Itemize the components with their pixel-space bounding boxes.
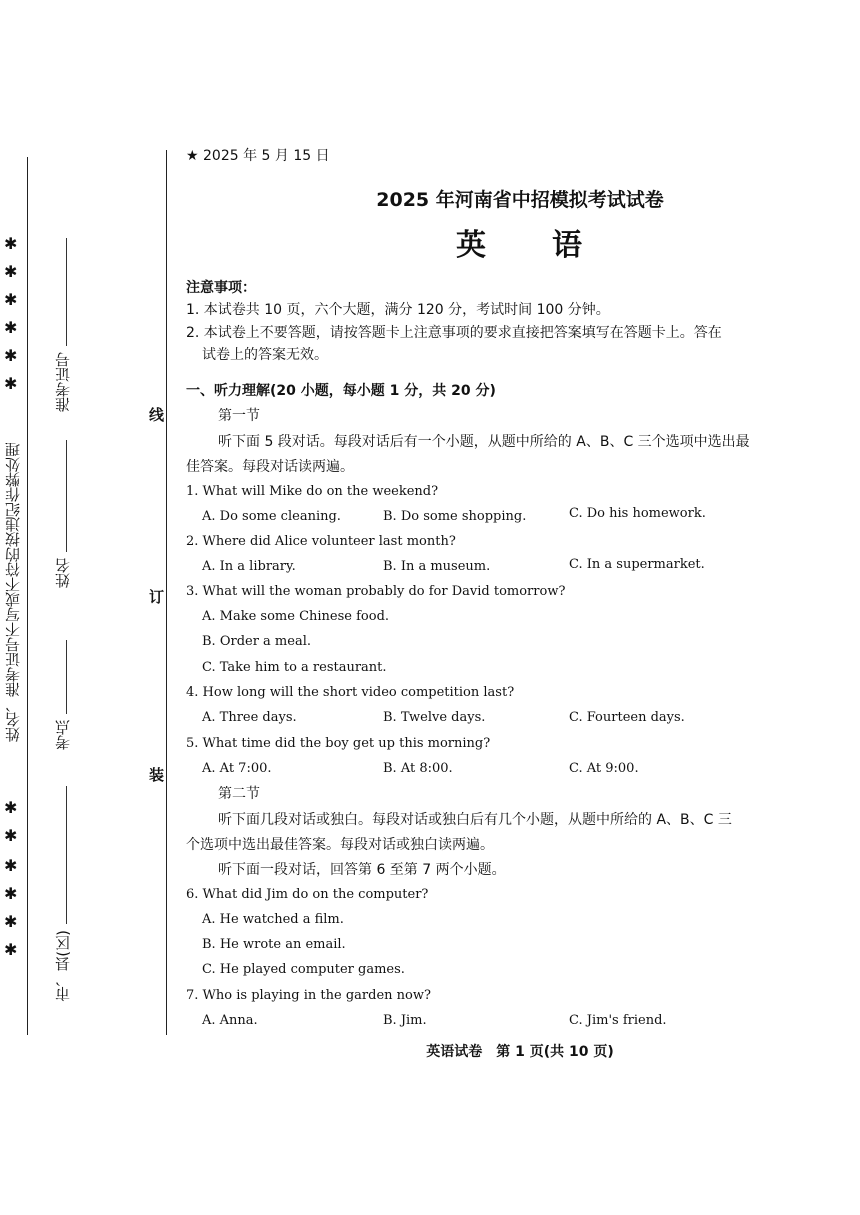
star-mark: ✱: [4, 318, 18, 337]
exam-site-blank[interactable]: [66, 640, 67, 714]
part-label: 第一节: [218, 408, 260, 424]
option-c: C. Do his homework.: [569, 506, 706, 521]
star-mark: ✱: [4, 798, 18, 817]
question-text: 2. Where did Alice volunteer last month?: [186, 534, 456, 549]
notice-heading: 注意事项：: [186, 280, 256, 296]
star-mark: ✱: [4, 290, 18, 309]
exam-id-blank[interactable]: [66, 238, 67, 346]
section-heading: 一、听力理解(20 小题，每小题 1 分，共 20 分): [186, 383, 496, 399]
notice-item: 试卷上的答案无效。: [202, 347, 328, 363]
option-c: C. Take him to a restaurant.: [202, 660, 387, 675]
star-mark: ✱: [4, 940, 18, 959]
option-b: B. At 8:00.: [383, 761, 453, 776]
option-b: B. He wrote an email.: [202, 937, 346, 952]
question-text: 4. How long will the short video competition last?: [186, 685, 515, 700]
part-instruction: 个选项中选出最佳答案。每段对话或独白读两遍。: [186, 837, 494, 853]
star-mark: ✱: [4, 346, 18, 365]
star-mark: ✱: [4, 374, 18, 393]
binding-line: [166, 150, 167, 1035]
margin-border-left: [27, 157, 28, 1035]
part-label: 第二节: [218, 786, 260, 802]
city-county-blank[interactable]: [66, 786, 67, 924]
binding-mark-bind: 装: [149, 766, 165, 784]
exam-id-label: 准考证号: [54, 352, 72, 412]
exam-site-label: 考点: [54, 720, 72, 750]
star-mark: ✱: [4, 856, 18, 875]
star-mark: ✱: [4, 912, 18, 931]
name-blank[interactable]: [66, 440, 67, 552]
option-a: A. He watched a film.: [202, 912, 344, 927]
page-footer: 英语试卷 第 1 页(共 10 页): [426, 1044, 614, 1060]
binding-warning: 姓名、准考证号不写或不符的按违纪作弊处理: [4, 442, 22, 742]
star-mark: ✱: [4, 262, 18, 281]
name-label: 姓名: [54, 558, 72, 588]
option-b: B. Twelve days.: [383, 710, 486, 725]
option-a: A. Do some cleaning.: [202, 509, 341, 524]
option-b: B. Jim.: [383, 1013, 427, 1028]
option-c: C. Jim's friend.: [569, 1013, 667, 1028]
question-text: 6. What did Jim do on the computer?: [186, 887, 429, 902]
option-a: A. Three days.: [202, 710, 297, 725]
option-c: C. Fourteen days.: [569, 710, 685, 725]
star-mark: ✱: [4, 826, 18, 845]
star-mark: ✱: [4, 234, 18, 253]
notice-item: 1. 本试卷共 10 页，六个大题，满分 120 分，考试时间 100 分钟。: [186, 302, 610, 318]
part-instruction: 听下面 5 段对话。每段对话后有一个小题，从题中所给的 A、B、C 三个选项中选出最: [218, 434, 750, 450]
question-text: 7. Who is playing in the garden now?: [186, 988, 431, 1003]
option-a: A. Make some Chinese food.: [202, 609, 390, 624]
option-b: B. Do some shopping.: [383, 509, 527, 524]
binding-mark-line: 线: [149, 406, 165, 424]
option-b: B. Order a meal.: [202, 634, 311, 649]
part-instruction: 听下面几段对话或独白。每段对话或独白后有几个小题，从题中所给的 A、B、C 三: [218, 812, 732, 828]
exam-title: 2025 年河南省中招模拟考试试卷: [376, 189, 664, 211]
option-a: A. At 7:00.: [202, 761, 272, 776]
option-b: B. In a museum.: [383, 559, 491, 574]
city-county-label: 市、县(区): [54, 930, 72, 1002]
exam-date: ★ 2025 年 5 月 15 日: [186, 148, 330, 164]
option-c: C. He played computer games.: [202, 962, 405, 977]
question-text: 5. What time did the boy get up this morning?: [186, 736, 491, 751]
part-instruction: 佳答案。每段对话读两遍。: [186, 459, 354, 475]
question-text: 1. What will Mike do on the weekend?: [186, 484, 439, 499]
binding-mark-staple: 订: [149, 588, 165, 606]
option-c: C. At 9:00.: [569, 761, 639, 776]
option-c: C. In a supermarket.: [569, 557, 705, 572]
subject-title: 英 语: [456, 228, 584, 263]
star-mark: ✱: [4, 884, 18, 903]
part-instruction: 听下面一段对话，回答第 6 至第 7 两个小题。: [218, 862, 506, 878]
notice-item: 2. 本试卷上不要答题，请按答题卡上注意事项的要求直接把答案填写在答题卡上。答在: [186, 325, 722, 341]
option-a: A. In a library.: [202, 559, 296, 574]
question-text: 3. What will the woman probably do for David tomorrow?: [186, 584, 566, 599]
option-a: A. Anna.: [202, 1013, 258, 1028]
